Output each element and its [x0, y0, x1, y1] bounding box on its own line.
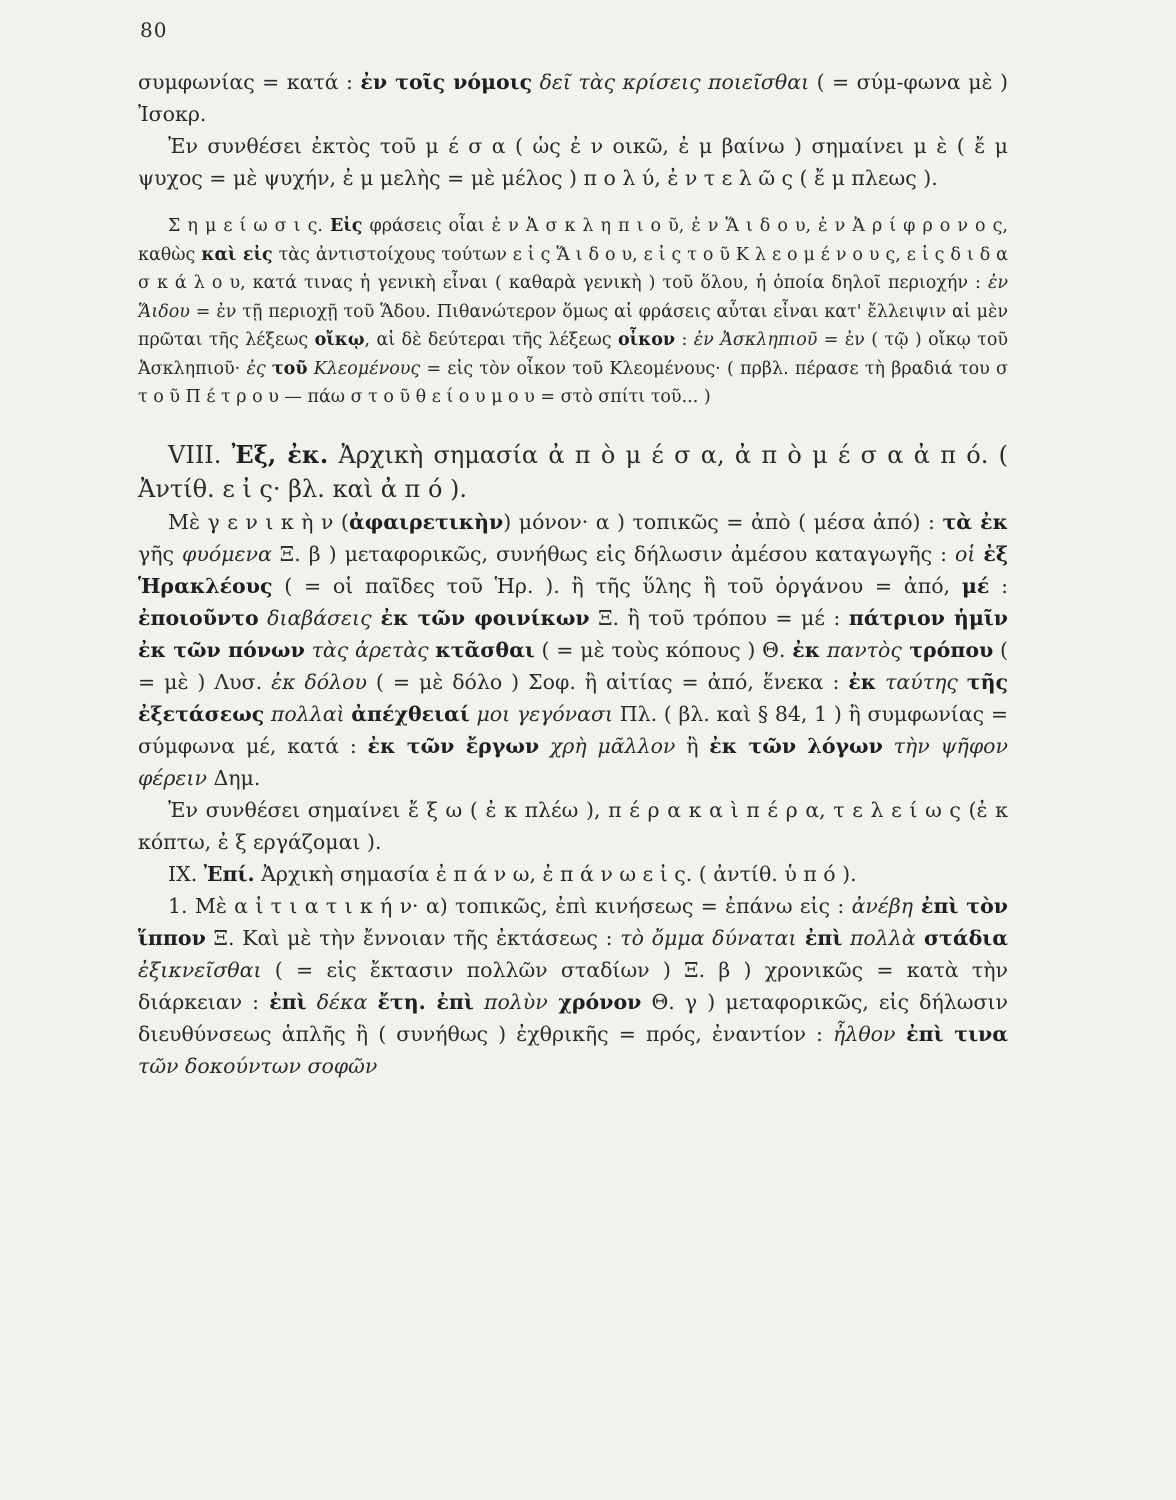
text-run: μέ — [961, 573, 990, 598]
paragraph-p4 — [138, 438, 1008, 506]
paragraph-p7 — [138, 858, 1008, 890]
text-run: τὴν ψῆφον φέρειν — [138, 733, 1008, 790]
text-run: ἐξικνεῖσθαι — [138, 957, 262, 982]
text-run: Ἀρχικὴ σημασία ἀ π ὸ μ έ σ α, ἀ π ὸ μ έ σ α ἀ π ό. ( Ἀντίθ. ε ἰ ς· βλ. καὶ ἀ π ό ). — [138, 440, 1008, 503]
paragraph-p3 — [138, 212, 1008, 412]
text-run: Ξ. ἢ τοῦ τρόπου = μέ : — [589, 605, 849, 630]
text-run: πολλὰ — [842, 925, 916, 950]
text-run: τὰς ἀρετὰς — [304, 637, 436, 662]
text-run: : — [675, 330, 694, 350]
text-run: διαβάσεις — [258, 605, 372, 630]
text-run: ἐκ — [848, 669, 877, 694]
page-number: 80 — [140, 18, 168, 42]
text-run: φράσεις οἷαι ἐ ν Ἀ σ κ λ η π ι ο ῦ, ἐ ν Ἅ ι δ ο υ, ἐ ν Ἀ ρ ί φ ρ ο ν ο ς, καθὼς — [138, 216, 1008, 265]
text-run: ( = μὲ τοὺς κόπους ) Θ. — [534, 637, 793, 662]
text-run: συμφωνίας = κατά : — [138, 70, 361, 94]
text-run: κτᾶσθαι — [435, 637, 535, 662]
text-run: γῆς — [138, 541, 183, 566]
text-run: Ἀρχικὴ σημασία ἐ π ά ν ω, ἐ π ά ν ω ε ἰ ς. ( ἀντίθ. ὑ π ό ). — [254, 861, 857, 886]
text-run: τὰ ἐκ — [942, 509, 1008, 534]
text-run: ταύτης — [876, 669, 967, 694]
text-run: Ἐν συνθέσει σημαίνει ἔ ξ ω ( ἐ κ πλέω ), π έ ρ α κ α ὶ π έ ρ α, τ ε λ ε ί ω ς (ἐ κ κόπτω, ἐ ξ εργάζομαι ). — [138, 797, 1008, 854]
text-run: ἐπὶ τὸν ἵππον — [138, 893, 1008, 950]
text-run: πολλαὶ — [264, 701, 352, 726]
text-run: στάδια — [915, 925, 1008, 950]
text-run: Σ η μ ε ί ω σ ι ς. — [168, 216, 330, 236]
text-run: ἐν Ἅιδου — [138, 273, 1008, 322]
text-run: Ξ. β ) μεταφορικῶς, συνήθως εἰς δήλωσιν ἀμέσου καταγωγῆς : — [271, 541, 955, 566]
text-run: πάτριον ἡμῖν ἐκ τῶν πόνων — [138, 605, 1008, 662]
paragraph-p8 — [138, 890, 1008, 1082]
text-run: τρόπου — [901, 637, 994, 662]
text-run: Ἐν συνθέσει ἐκτὸς τοῦ μ έ σ α ( ὡς ἐ ν οικῶ, ἐ μ βαίνω ) σημαίνει μ ὲ ( ἔ μ ψυχος = μὲ ψυχήν, ἐ μ μελὴς = μὲ μέλος ) π ο λ ύ, ἐ ν τ ε λ ῶ ς ( ἔ μ πλεως ). — [138, 134, 1008, 190]
text-run: ἐν τοῖς νόμοις — [360, 70, 533, 94]
text-run: ἐκ — [792, 637, 821, 662]
text-run: = ἐν τῇ περιοχῇ τοῦ Ἅδου. Πιθανώτερον ὅμως αἱ φράσεις αὗται εἶναι κατ' ἔλλειψιν αἱ μὲν πρῶται τῆς λέξεως — [138, 301, 1008, 350]
text-run: ἀνέβη — [851, 893, 914, 918]
text-run: , αἱ δὲ δεύτεραι τῆς λέξεως — [364, 330, 618, 350]
text-run: Ἐπί. — [203, 861, 255, 886]
text-run: τῆς ἐξετάσεως — [138, 669, 1008, 726]
text-run: Κλεομένους — [307, 358, 421, 379]
text-run: ἐπὶ — [796, 925, 843, 950]
text-run: ἐς — [246, 358, 272, 379]
text-run: ( = εἰς ἔκτασιν πολλῶν σταδίων ) Ξ. β ) χρονικῶς = κατὰ τὴν διάρκειαν : — [138, 957, 1008, 1014]
text-run: = ἐν ( τῷ ) οἴκῳ τοῦ Ἀσκληπιοῦ· — [138, 330, 1009, 379]
text-run: ἐκ δόλου — [271, 669, 367, 694]
text-run: παντὸς — [820, 637, 902, 662]
text-run: χρὴ — [539, 733, 598, 758]
text-run: ἐξ Ἡρακλέους — [138, 541, 1008, 598]
text-run: οἱ — [955, 541, 984, 566]
text-run: ἔτη. ἐπὶ — [377, 989, 474, 1014]
text-run: : — [989, 573, 1008, 598]
text-run: μοι γεγόνασι — [469, 701, 614, 726]
text-run: Θ. γ ) μεταφορικῶς, εἰς δήλωσιν διευθύνσεως ἁπλῆς ἢ ( συνήθως ) ἐχθρικῆς = πρός, ἐναντίον : — [138, 989, 1008, 1046]
text-run: VIII. — [168, 440, 232, 469]
text-run: τὸ ὄμμα δύναται — [620, 925, 797, 950]
text-run: ἐν Ἀσκληπιοῦ — [693, 330, 818, 350]
text-run: ἐκ τῶν φοινίκων — [371, 605, 590, 630]
text-run: ( = οἱ παῖδες τοῦ Ἡρ. ). ἢ τῆς ὕλης ἢ τοῦ ὀργάνου = ἀπό, — [272, 573, 962, 598]
text-run: φυόμενα — [182, 541, 272, 566]
paragraph-p5 — [138, 506, 1008, 794]
text-run: ἦλθον — [833, 1021, 896, 1046]
text-run: καὶ εἰς — [201, 244, 273, 265]
text-run: ( = μὲ δόλο ) Σοφ. ἢ αἰτίας = ἀπό, ἕνεκα : — [366, 669, 849, 694]
text-run: Εἰς — [329, 216, 363, 236]
text-run: ἀπέχθειαί — [351, 701, 470, 726]
text-run: πολὺν — [473, 989, 548, 1014]
text-run: οἴκῳ — [314, 330, 365, 350]
text-run: χρόνον — [547, 989, 642, 1014]
paragraph-p2 — [138, 130, 1008, 194]
text-run: Πλ. ( βλ. καὶ § 84, 1 ) ἢ συμφωνίας = σύμφωνα μέ, κατά : — [138, 701, 1009, 758]
text-run: ( = σύμ-φωνα μὲ ) Ἰσοκρ. — [138, 70, 1008, 126]
text-run: ἐκ τῶν ἔργων — [367, 733, 540, 758]
text-run: ἀφαιρετικὴν — [348, 509, 504, 534]
text-run: = εἰς τὸν οἶκον τοῦ Κλεομένους· ( πρβλ. πέρασε τὴ βραδιά του σ τ ο ῦ Π έ τ ρ ο υ — πάω σ τ ο ῦ θ ε ί ο υ μ ο υ = στὸ σπίτι τοῦ... ) — [138, 358, 1008, 407]
text-run: τοῦ — [271, 358, 308, 379]
text-run: ἢ — [675, 733, 710, 758]
paragraph-p6 — [138, 794, 1008, 858]
text-run: ἐπὶ — [269, 989, 307, 1014]
text-run: Μὲ γ ε ν ι κ ὴ ν ( — [168, 509, 349, 534]
text-run: δεῖ τὰς κρίσεις ποιεῖσθαι — [532, 70, 810, 94]
text-run: μᾶλλον — [597, 733, 676, 758]
text-run: τῶν δοκούντων σοφῶν — [138, 1053, 378, 1078]
text-run: Ἐξ, ἐκ. — [231, 439, 329, 469]
text-run: ἐκ τῶν λόγων — [709, 733, 883, 758]
paragraph-p1 — [138, 66, 1008, 130]
text-run: ἐποιοῦντο — [138, 605, 259, 630]
text-run: Δημ. — [206, 765, 261, 790]
text-run: Ξ. Καὶ μὲ τὴν ἔννοιαν τῆς ἐκτάσεως : — [205, 925, 621, 950]
text-run: IX. — [168, 861, 204, 886]
text-run: ) μόνον· α ) τοπικῶς = ἀπὸ ( μέσα ἀπό) : — [503, 509, 943, 534]
text-run: ( = μὲ ) Λυσ. — [138, 637, 1009, 694]
text-run: τὰς ἀντιστοίχους τούτων ε ἰ ς Ἅ ι δ ο υ, ε ἰ ς τ ο ῦ Κ λ ε ο μ έ ν ο υ ς, ε ἰ ς δ ι δ α σ κ ά λ ο υ, κατά τινας ἡ γενικὴ εἶναι ( καθαρὰ γενικὴ ) τοῦ ὅλου, ἡ ὁποία δηλοῖ περιοχήν : — [138, 244, 1008, 293]
text-run: οἶκον — [617, 330, 676, 350]
text-run: ἐπὶ τινα — [895, 1021, 1009, 1046]
text-run: 1. Μὲ α ἰ τ ι α τ ι κ ή ν· α) τοπικῶς, ἐπὶ κινήσεως = ἐπάνω εἰς : — [168, 893, 852, 918]
text-run: δέκα — [306, 989, 378, 1014]
body-text — [138, 66, 1008, 1082]
